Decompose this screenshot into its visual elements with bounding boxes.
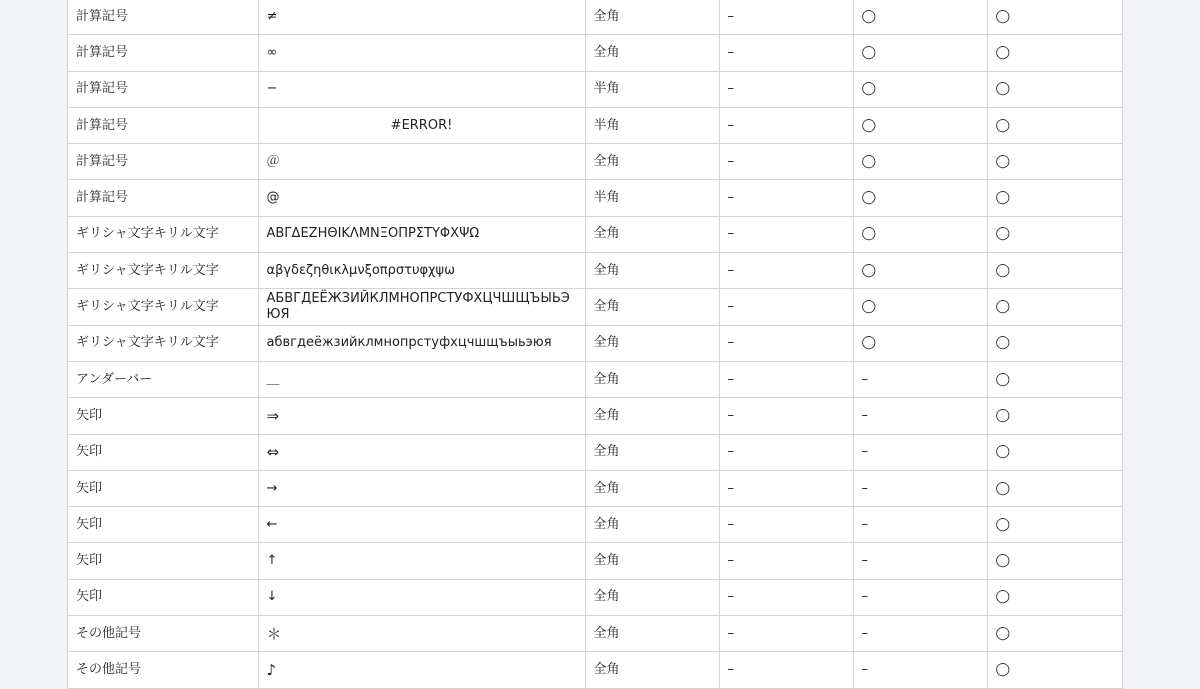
support-cell-2: – — [853, 470, 987, 506]
support-cell-3: ◯ — [987, 579, 1122, 615]
characters-cell: ↓ — [258, 579, 585, 615]
support-cell-1: – — [719, 144, 853, 180]
support-cell-3: ◯ — [987, 180, 1122, 216]
support-cell-3: ◯ — [987, 434, 1122, 470]
category-cell: 計算記号 — [68, 107, 258, 143]
category-cell: 矢印 — [68, 470, 258, 506]
category-cell: アンダーバー — [68, 361, 258, 397]
support-cell-2: ◯ — [853, 180, 987, 216]
support-cell-2: ◯ — [853, 107, 987, 143]
category-cell: 計算記号 — [68, 71, 258, 107]
width-cell: 全角 — [585, 253, 719, 289]
width-cell: 全角 — [585, 470, 719, 506]
width-cell: 全角 — [585, 216, 719, 252]
table-row — [68, 289, 1122, 325]
category-cell: 計算記号 — [68, 0, 258, 35]
category-cell: 計算記号 — [68, 35, 258, 71]
category-cell: ギリシャ文字キリル文字 — [68, 216, 258, 252]
characters-cell: → — [258, 470, 585, 506]
table-row — [68, 507, 1122, 543]
support-cell-1: – — [719, 398, 853, 434]
category-cell: ギリシャ文字キリル文字 — [68, 325, 258, 361]
support-cell-3: ◯ — [987, 507, 1122, 543]
table-row — [68, 0, 1122, 35]
support-cell-2: ◯ — [853, 71, 987, 107]
characters-cell-error: #ERROR! — [258, 107, 585, 143]
category-cell: 矢印 — [68, 434, 258, 470]
category-cell: 矢印 — [68, 398, 258, 434]
table-row — [68, 543, 1122, 579]
support-cell-3: ◯ — [987, 0, 1122, 35]
characters-cell: ↑ — [258, 543, 585, 579]
support-cell-1: – — [719, 434, 853, 470]
support-cell-2: ◯ — [853, 325, 987, 361]
support-cell-2: ◯ — [853, 289, 987, 325]
characters-cell: αβγδεζηθικλμνξοπρστυφχψω — [258, 253, 585, 289]
width-cell: 半角 — [585, 180, 719, 216]
table-row — [68, 216, 1122, 252]
category-cell: ギリシャ文字キリル文字 — [68, 253, 258, 289]
characters-cell: ΑΒΓΔΕΖΗΘΙΚΛΜΝΞΟΠΡΣΤΥΦΧΨΩ — [258, 216, 585, 252]
table-row — [68, 361, 1122, 397]
support-cell-2: ◯ — [853, 35, 987, 71]
category-cell: その他記号 — [68, 652, 258, 688]
width-cell: 全角 — [585, 579, 719, 615]
support-cell-2: ◯ — [853, 216, 987, 252]
characters-cell: абвгдеёжзийклмнопрстуфхцчшщъыьэюя — [258, 325, 585, 361]
characters-cell: ♪ — [258, 652, 585, 688]
support-cell-1: – — [719, 470, 853, 506]
support-cell-2: ◯ — [853, 0, 987, 35]
table-row — [68, 35, 1122, 71]
support-cell-3: ◯ — [987, 616, 1122, 652]
support-cell-3: ◯ — [987, 543, 1122, 579]
table-row — [68, 398, 1122, 434]
support-cell-1: – — [719, 325, 853, 361]
width-cell: 全角 — [585, 616, 719, 652]
table-row — [68, 144, 1122, 180]
category-cell: ギリシャ文字キリル文字 — [68, 289, 258, 325]
table-row — [68, 253, 1122, 289]
support-cell-1: – — [719, 579, 853, 615]
category-cell: その他記号 — [68, 616, 258, 652]
characters-cell: АБВГДЕЁЖЗИЙКЛМНОПРСТУФХЦЧШЩЪЫЬЭЮЯ — [258, 289, 585, 325]
characters-cell: ＠ — [258, 144, 585, 180]
support-cell-3: ◯ — [987, 71, 1122, 107]
support-cell-3: ◯ — [987, 35, 1122, 71]
width-cell: 全角 — [585, 398, 719, 434]
support-cell-3: ◯ — [987, 398, 1122, 434]
support-cell-1: – — [719, 216, 853, 252]
characters-cell: ＊ — [258, 616, 585, 652]
width-cell: 全角 — [585, 325, 719, 361]
support-cell-1: – — [719, 107, 853, 143]
support-cell-2: – — [853, 543, 987, 579]
support-cell-1: – — [719, 652, 853, 688]
width-cell: 全角 — [585, 652, 719, 688]
table-row — [68, 325, 1122, 361]
table-row — [68, 71, 1122, 107]
characters-cell: ⇔ — [258, 434, 585, 470]
table-row — [68, 470, 1122, 506]
table-row — [68, 579, 1122, 615]
support-cell-2: ◯ — [853, 144, 987, 180]
support-cell-1: – — [719, 289, 853, 325]
support-cell-3: ◯ — [987, 652, 1122, 688]
support-cell-2: – — [853, 434, 987, 470]
support-cell-1: – — [719, 253, 853, 289]
characters-cell: ∞ — [258, 35, 585, 71]
support-cell-2: – — [853, 652, 987, 688]
characters-cell: ← — [258, 507, 585, 543]
characters-cell: @ — [258, 180, 585, 216]
support-cell-3: ◯ — [987, 107, 1122, 143]
width-cell: 半角 — [585, 107, 719, 143]
width-cell: 全角 — [585, 35, 719, 71]
support-cell-3: ◯ — [987, 253, 1122, 289]
width-cell: 全角 — [585, 507, 719, 543]
character-support-table-container — [67, 0, 1123, 689]
category-cell: 矢印 — [68, 543, 258, 579]
width-cell: 全角 — [585, 144, 719, 180]
category-cell: 計算記号 — [68, 144, 258, 180]
characters-cell: ⇒ — [258, 398, 585, 434]
support-cell-1: – — [719, 35, 853, 71]
category-cell: 矢印 — [68, 507, 258, 543]
support-cell-2: ◯ — [853, 253, 987, 289]
characters-cell: ≠ — [258, 0, 585, 35]
support-cell-3: ◯ — [987, 361, 1122, 397]
width-cell: 全角 — [585, 0, 719, 35]
support-cell-3: ◯ — [987, 144, 1122, 180]
table-row — [68, 107, 1122, 143]
table-row — [68, 434, 1122, 470]
category-cell: 矢印 — [68, 579, 258, 615]
support-cell-2: – — [853, 579, 987, 615]
support-cell-1: – — [719, 543, 853, 579]
support-cell-3: ◯ — [987, 216, 1122, 252]
table-row — [68, 652, 1122, 688]
characters-cell: − — [258, 71, 585, 107]
support-cell-1: – — [719, 71, 853, 107]
width-cell: 全角 — [585, 434, 719, 470]
support-cell-2: – — [853, 361, 987, 397]
support-cell-3: ◯ — [987, 289, 1122, 325]
support-cell-1: – — [719, 0, 853, 35]
support-cell-2: – — [853, 507, 987, 543]
support-cell-1: – — [719, 507, 853, 543]
support-cell-2: – — [853, 398, 987, 434]
width-cell: 全角 — [585, 289, 719, 325]
support-cell-2: – — [853, 616, 987, 652]
support-cell-3: ◯ — [987, 470, 1122, 506]
support-cell-3: ◯ — [987, 325, 1122, 361]
width-cell: 全角 — [585, 543, 719, 579]
support-cell-1: – — [719, 180, 853, 216]
table-row — [68, 180, 1122, 216]
support-cell-1: – — [719, 616, 853, 652]
width-cell: 半角 — [585, 71, 719, 107]
table-row — [68, 616, 1122, 652]
support-cell-1: – — [719, 361, 853, 397]
category-cell: 計算記号 — [68, 180, 258, 216]
character-support-table — [68, 0, 1122, 689]
characters-cell: ＿ — [258, 361, 585, 397]
width-cell: 全角 — [585, 361, 719, 397]
